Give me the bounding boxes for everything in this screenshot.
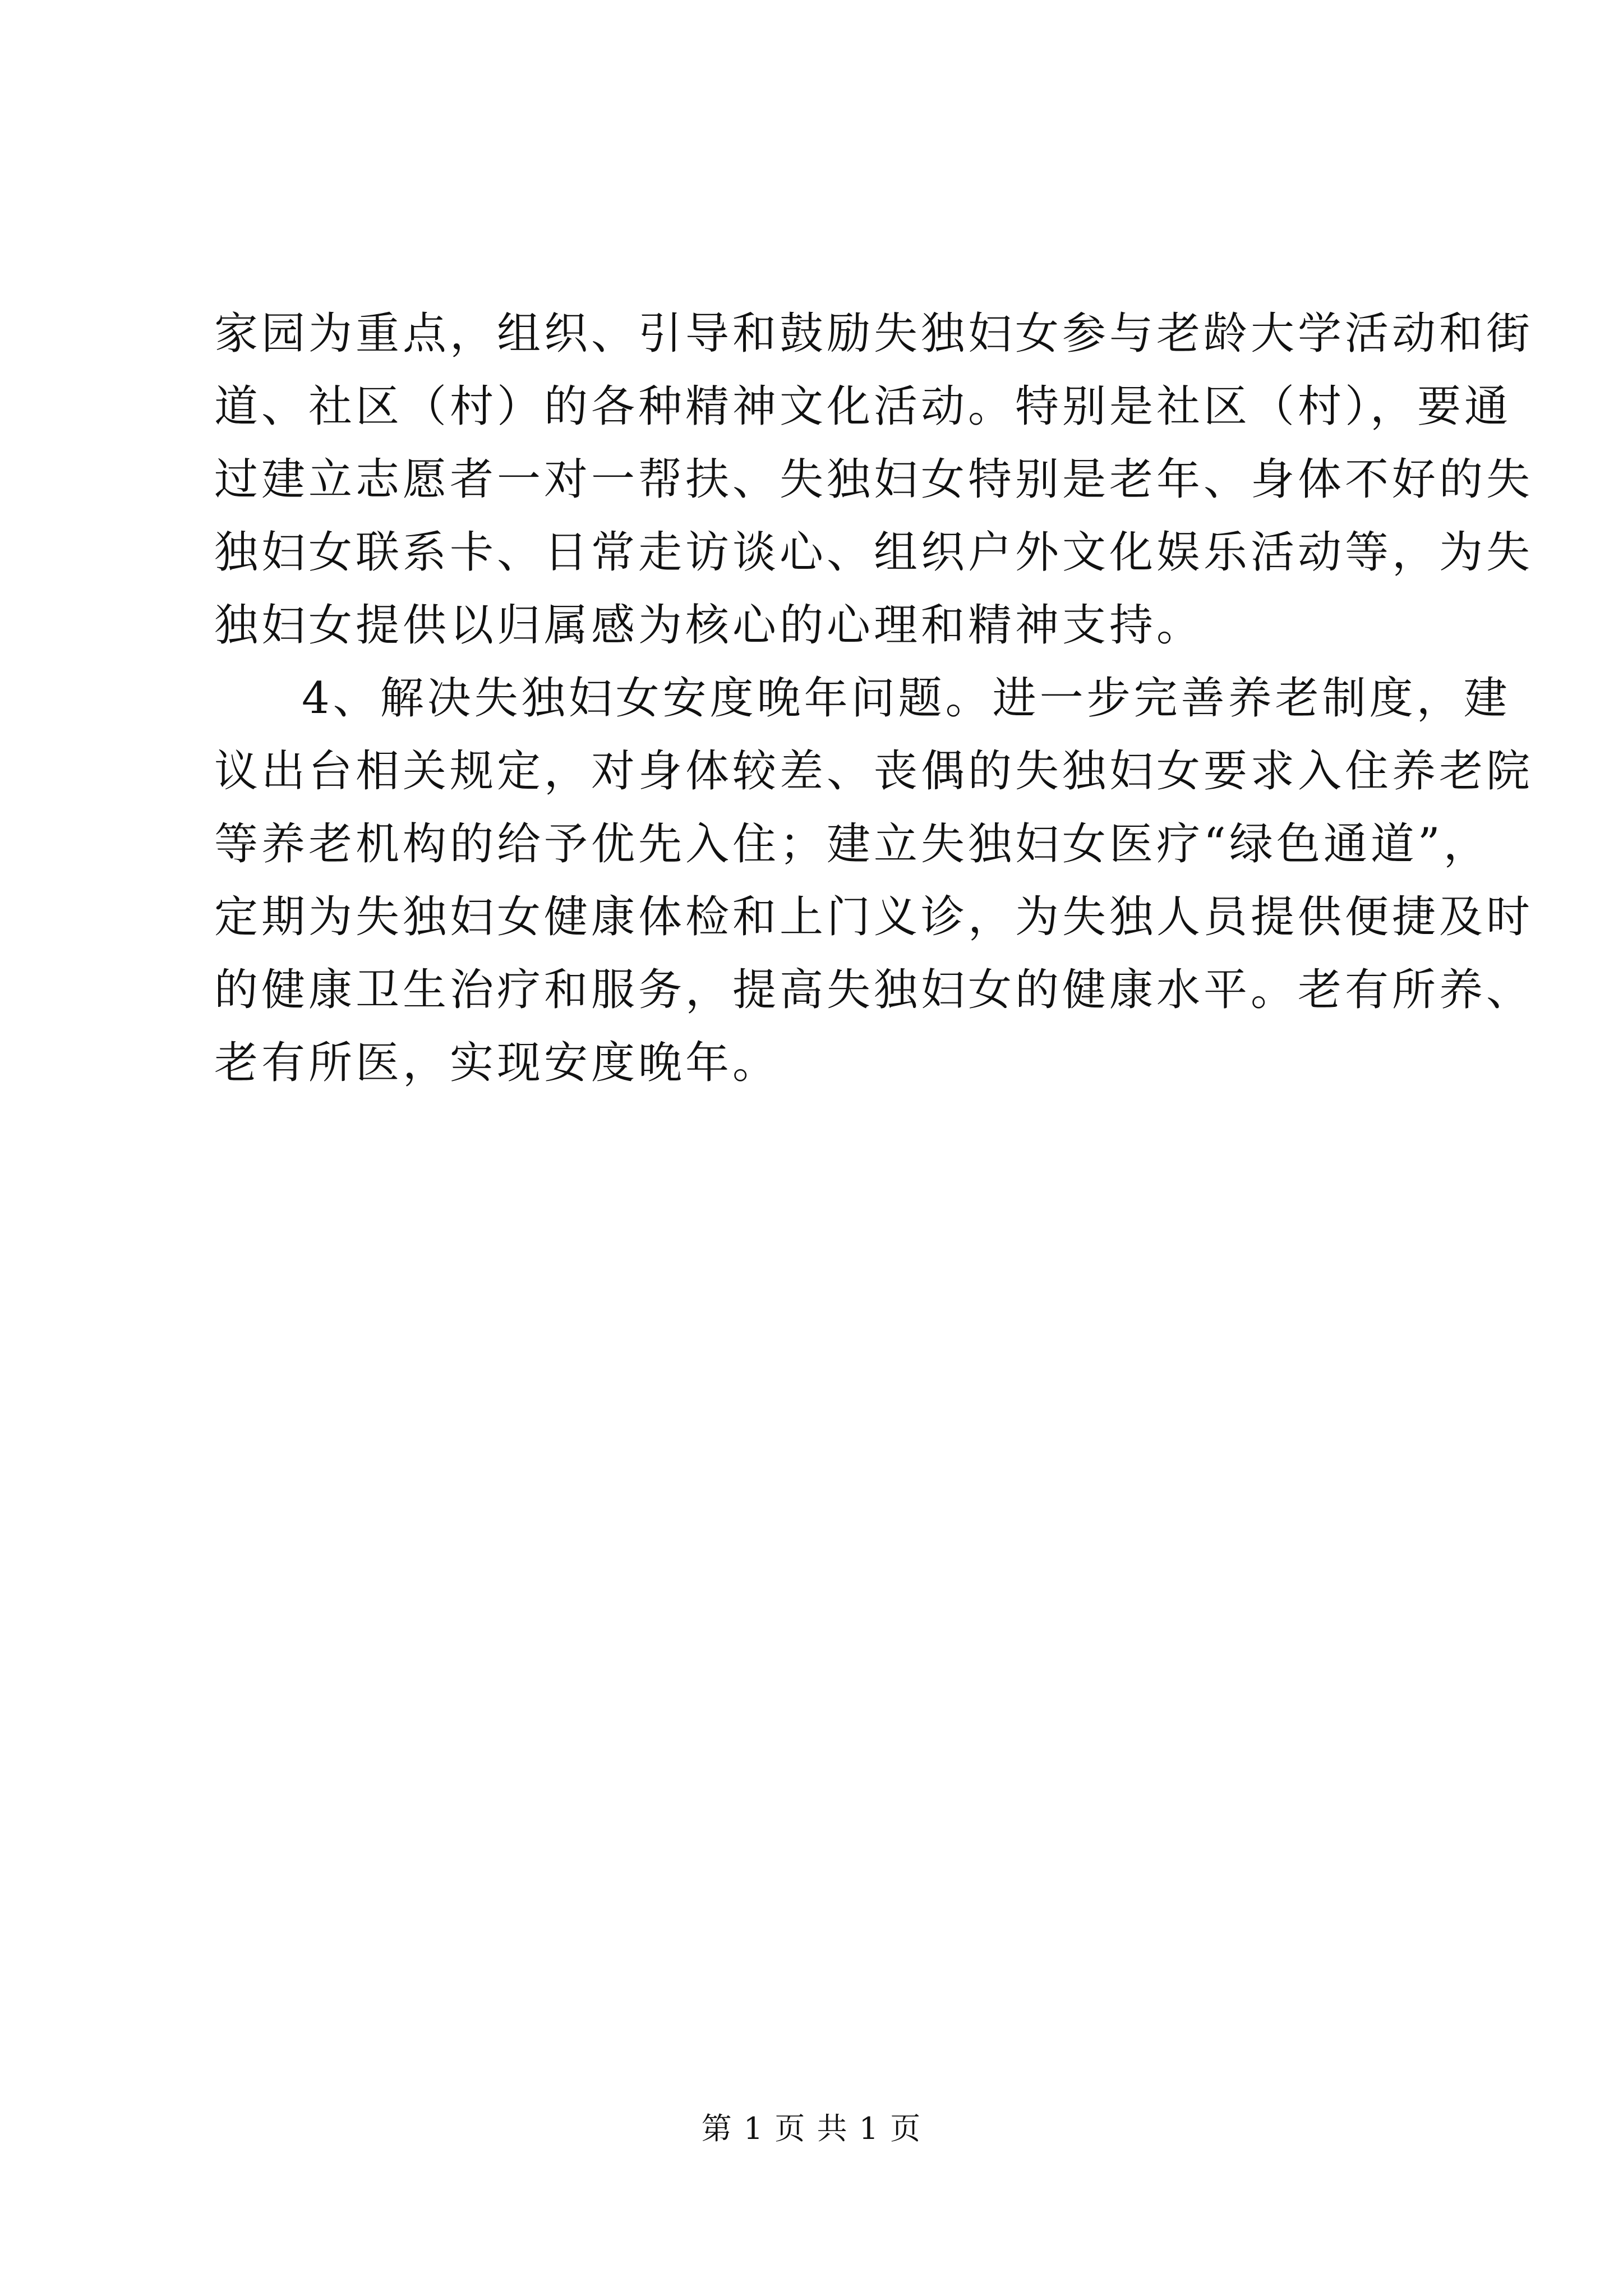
paragraph-line: 等养老机构的给予优先入住；建立失独妇女医疗“绿色通道”， [214, 819, 1491, 869]
page-number-footer: 第 1 页 共 1 页 [701, 2111, 922, 2146]
paragraph-line: 道、社区（村）的各种精神文化活动。特别是社区（村），要通 [214, 381, 1512, 432]
paragraph-line: 定期为失独妇女健康体检和上门义诊，为失独人员提供便捷及时 [214, 892, 1534, 942]
paragraph-line: 过建立志愿者一对一帮扶、失独妇女特别是老年、身体不好的失 [214, 454, 1534, 505]
paragraph-line: 议出台相关规定，对身体较差、丧偶的失独妇女要求入住养老院 [214, 746, 1534, 797]
paragraph-line: 独妇女提供以归属感为核心的心理和精神支持。 [214, 600, 1204, 651]
paragraph-line: 的健康卫生治疗和服务，提高失独妇女的健康水平。老有所养、 [214, 965, 1534, 1015]
paragraph-line: 独妇女联系卡、日常走访谈心、组织户外文化娱乐活动等，为失 [214, 527, 1534, 578]
paragraph-2 [214, 662, 1534, 1099]
paragraph-1 [214, 297, 1534, 662]
paragraph-line: 老有所医，实现安度晚年。 [214, 1038, 780, 1088]
paragraph-line: 家园为重点，组织、引导和鼓励失独妇女参与老龄大学活动和街 [214, 309, 1534, 359]
paragraph-line: 4、解决失独妇女安度晚年问题。进一步完善养老制度，建 [302, 673, 1511, 724]
document-body [214, 297, 1534, 1099]
